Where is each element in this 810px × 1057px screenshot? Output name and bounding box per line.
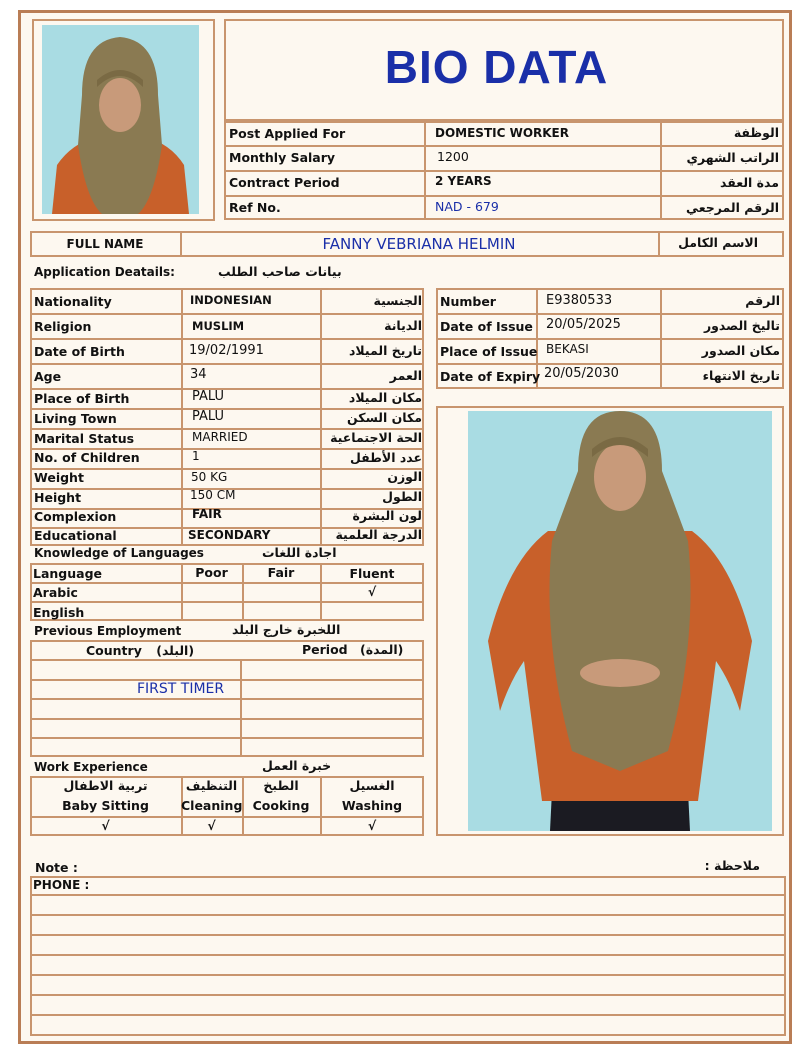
age-ar: العمر xyxy=(389,368,422,383)
children-value: 1 xyxy=(192,449,200,463)
period-header xyxy=(302,642,403,657)
cleaning-label: Cleaning xyxy=(181,798,243,813)
marital-label: Marital Status xyxy=(34,431,135,446)
passport-number-value: E9380533 xyxy=(546,293,613,308)
country-ar: (البلد) xyxy=(156,643,195,658)
contract-label: Contract Period xyxy=(229,175,340,190)
languages-title-ar: اجادة اللغات xyxy=(262,545,337,560)
washing-check: √ xyxy=(367,818,377,833)
languages-table xyxy=(30,563,424,621)
living-town-value: PALU xyxy=(192,409,225,424)
religion-label: Religion xyxy=(34,319,92,334)
page-title: BIO DATA xyxy=(384,41,609,93)
children-ar: عدد الأطفل xyxy=(349,450,422,465)
complexion-value: FAIR xyxy=(192,507,222,521)
marital-ar: الحة الاجتماعية xyxy=(330,430,422,445)
full-name-value: FANNY VEBRIANA HELMIN xyxy=(322,235,516,253)
education-label: Educational xyxy=(34,528,117,543)
dob-value: 19/02/1991 xyxy=(189,343,264,358)
cooking-label: Cooking xyxy=(252,798,310,813)
post-applied-value: DOMESTIC WORKER xyxy=(435,126,569,140)
full-name-label: FULL NAME xyxy=(66,237,144,251)
period-label: Period xyxy=(302,642,348,657)
poor-header: Poor xyxy=(195,565,228,580)
period-ar: (المدة) xyxy=(359,642,404,657)
expiry-label: Date of Expiry xyxy=(440,369,541,384)
issue-date-label: Date of Issue xyxy=(440,319,533,334)
height-ar: الطول xyxy=(382,489,422,504)
languages-title: Knowledge of Languages xyxy=(34,546,204,560)
work-title-ar: خبرة العمل xyxy=(262,758,332,773)
religion-value: MUSLIM xyxy=(192,319,245,333)
cleaning-check: √ xyxy=(207,818,216,833)
application-ar: بيانات صاحب الطلب xyxy=(218,264,342,279)
passport-number-label: Number xyxy=(440,294,496,309)
phone-label: PHONE : xyxy=(33,878,90,892)
salary-label: Monthly Salary xyxy=(229,150,336,165)
work-title: Work Experience xyxy=(34,760,148,774)
header-fields xyxy=(224,121,784,220)
passport-table xyxy=(436,288,784,389)
passport-number-ar: الرقم xyxy=(745,293,780,308)
post-applied-label: Post Applied For xyxy=(229,126,346,141)
complexion-ar: لون البشرة xyxy=(352,508,422,523)
age-value: 34 xyxy=(190,367,207,382)
country-label: Country xyxy=(86,643,142,658)
english-label: English xyxy=(33,605,85,620)
complexion-label: Complexion xyxy=(34,509,117,524)
fluent-header: Fluent xyxy=(349,566,395,581)
expiry-ar: تاريخ الانتهاء xyxy=(702,368,780,383)
weight-ar: الوزن xyxy=(387,469,422,484)
ref-value: NAD - 679 xyxy=(435,199,499,214)
living-town-ar: مكان السكن xyxy=(347,410,422,425)
application-label: Application Deatails: xyxy=(34,265,175,279)
education-ar: الدرجة العلمية xyxy=(335,527,422,542)
first-timer-entry: FIRST TIMER xyxy=(137,681,225,697)
issue-place-value: BEKASI xyxy=(546,342,589,356)
pob-label: Place of Birth xyxy=(34,391,130,406)
arabic-fluent-check: √ xyxy=(367,584,377,599)
education-value: SECONDARY xyxy=(188,528,271,542)
nationality-label: Nationality xyxy=(34,294,112,309)
issue-place-label: Place of Issue xyxy=(440,344,538,359)
issue-date-ar: تاليخ الصدور xyxy=(703,318,780,333)
work-table xyxy=(30,776,424,836)
country-header xyxy=(86,643,194,658)
issue-date-value: 20/05/2025 xyxy=(546,317,621,332)
age-label: Age xyxy=(34,369,62,384)
dob-label: Date of Birth xyxy=(34,344,125,359)
baby-sitting-ar: تربية الاطفال xyxy=(63,778,148,793)
religion-ar: الديانة xyxy=(384,318,422,333)
nationality-value: INDONESIAN xyxy=(190,293,272,307)
nationality-ar: الجنسية xyxy=(373,293,422,308)
full-name-ar: الاسم الكامل xyxy=(678,235,758,250)
employment-title-ar: اللخبرة خارج البلد xyxy=(232,622,341,637)
ref-ar: الرقم المرجعي xyxy=(686,200,779,215)
issue-place-ar: مكان الصدور xyxy=(701,343,780,358)
baby-sitting-check: √ xyxy=(101,818,110,833)
note-label: Note : xyxy=(35,860,78,875)
salary-ar: الراتب الشهري xyxy=(686,150,779,165)
language-header: Language xyxy=(33,566,103,581)
pob-ar: مكان الميلاد xyxy=(348,390,422,405)
salary-value: 1200 xyxy=(437,149,469,164)
arabic-label: Arabic xyxy=(33,585,78,600)
portrait-photo xyxy=(42,25,199,214)
marital-value: MARRIED xyxy=(192,430,248,444)
fair-header: Fair xyxy=(267,565,295,580)
pob-value: PALU xyxy=(192,389,225,404)
full-body-photo xyxy=(468,411,772,831)
washing-label: Washing xyxy=(341,798,403,813)
contract-value: 2 YEARS xyxy=(435,174,492,188)
post-applied-ar: الوظفة xyxy=(733,125,779,140)
baby-sitting-label: Baby Sitting xyxy=(62,798,149,813)
contract-ar: مدة العقد xyxy=(720,175,779,190)
personal-details-table xyxy=(30,288,424,546)
children-label: No. of Children xyxy=(34,450,140,465)
cooking-ar: الطبخ xyxy=(263,778,299,793)
expiry-value: 20/05/2030 xyxy=(544,366,619,381)
employment-title: Previous Employment xyxy=(34,624,182,638)
weight-value: 50 KG xyxy=(191,470,228,484)
living-town-label: Living Town xyxy=(34,411,117,426)
weight-label: Weight xyxy=(34,470,84,485)
washing-ar: الغسيل xyxy=(349,778,395,793)
employment-table xyxy=(30,640,424,757)
height-value: 150 CM xyxy=(190,488,236,502)
note-ar: ملاحظة : xyxy=(704,858,760,873)
dob-ar: تاريخ الميلاد xyxy=(348,343,422,358)
height-label: Height xyxy=(34,490,82,505)
ref-label: Ref No. xyxy=(229,200,281,215)
cleaning-ar: التنظيف xyxy=(185,778,238,793)
